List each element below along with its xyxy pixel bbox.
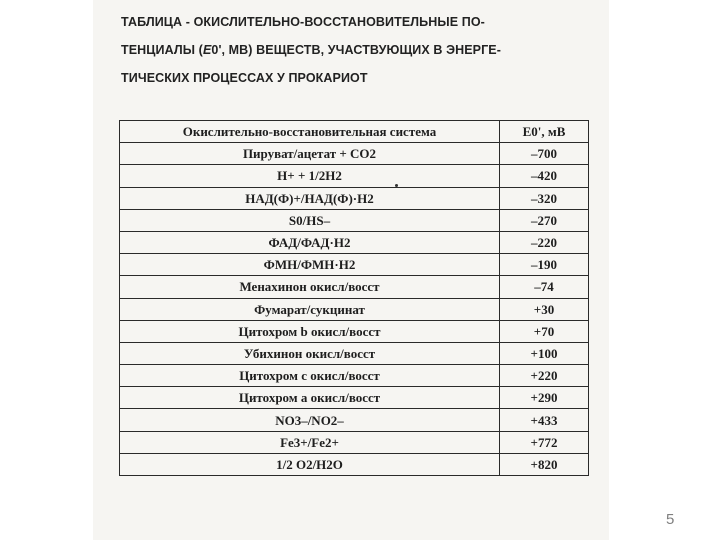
table-header-row bbox=[120, 121, 589, 143]
value-cell: –74 bbox=[500, 276, 589, 298]
title-line-2 bbox=[121, 36, 591, 64]
title-line-1: ТАБЛИЦА - ОКИСЛИТЕЛЬНО-ВОССТАНОВИТЕЛЬНЫЕ ПО- bbox=[121, 15, 485, 29]
table-row bbox=[120, 453, 589, 475]
value-cell: –190 bbox=[500, 254, 589, 276]
table-row bbox=[120, 342, 589, 364]
system-cell: NO3–/NO2– bbox=[120, 409, 500, 431]
system-cell: Цитохром b окисл/восст bbox=[120, 320, 500, 342]
value-cell: –420 bbox=[500, 165, 589, 187]
value-cell: +220 bbox=[500, 365, 589, 387]
value-cell: –700 bbox=[500, 143, 589, 165]
table-row bbox=[120, 298, 589, 320]
system-cell: Fe3+/Fe2+ bbox=[120, 431, 500, 453]
table-row bbox=[120, 365, 589, 387]
system-cell: НАД(Ф)+/НАД(Ф)·H2 bbox=[120, 187, 500, 209]
header-value: E0', мВ bbox=[500, 121, 589, 143]
value-cell: +290 bbox=[500, 387, 589, 409]
value-cell: –320 bbox=[500, 187, 589, 209]
table-row bbox=[120, 276, 589, 298]
value-cell: +433 bbox=[500, 409, 589, 431]
value-cell: +772 bbox=[500, 431, 589, 453]
potentials-table bbox=[119, 120, 589, 476]
value-cell: +70 bbox=[500, 320, 589, 342]
table-row bbox=[120, 254, 589, 276]
table-row bbox=[120, 320, 589, 342]
table-row bbox=[120, 143, 589, 165]
title-line-2-symbol: E bbox=[202, 43, 212, 57]
table-row bbox=[120, 231, 589, 253]
table-title bbox=[121, 8, 591, 92]
title-line-2-start: ТЕНЦИАЛЫ ( bbox=[121, 43, 203, 57]
table-row bbox=[120, 409, 589, 431]
table-row bbox=[120, 187, 589, 209]
system-cell: Фумарат/сукцинат bbox=[120, 298, 500, 320]
value-cell: +820 bbox=[500, 453, 589, 475]
title-line-2-end: 0', МВ) ВЕЩЕСТВ, УЧАСТВУЮЩИХ В ЭНЕРГЕ- bbox=[211, 43, 501, 57]
header-system: Окислительно-восстановительная система bbox=[120, 121, 500, 143]
system-cell: S0/HS– bbox=[120, 209, 500, 231]
page-number: 5 bbox=[666, 511, 675, 528]
system-cell: ФАД/ФАД·H2 bbox=[120, 231, 500, 253]
system-cell: Цитохром a окисл/восст bbox=[120, 387, 500, 409]
value-cell: +30 bbox=[500, 298, 589, 320]
value-cell: –270 bbox=[500, 209, 589, 231]
table-row bbox=[120, 431, 589, 453]
system-cell: ФМН/ФМН·H2 bbox=[120, 254, 500, 276]
system-cell: Цитохром c окисл/восст bbox=[120, 365, 500, 387]
system-cell: Пируват/ацетат + CO2 bbox=[120, 143, 500, 165]
table-row bbox=[120, 209, 589, 231]
title-line-3: ТИЧЕСКИХ ПРОЦЕССАХ У ПРОКАРИОТ bbox=[121, 71, 368, 85]
system-cell: Убихинон окисл/восст bbox=[120, 342, 500, 364]
value-cell: –220 bbox=[500, 231, 589, 253]
scan-speck bbox=[395, 184, 398, 187]
table-row bbox=[120, 165, 589, 187]
table-row bbox=[120, 387, 589, 409]
system-cell: Менахинон окисл/восст bbox=[120, 276, 500, 298]
system-cell: H+ + 1/2H2 bbox=[120, 165, 500, 187]
value-cell: +100 bbox=[500, 342, 589, 364]
system-cell: 1/2 O2/H2O bbox=[120, 453, 500, 475]
